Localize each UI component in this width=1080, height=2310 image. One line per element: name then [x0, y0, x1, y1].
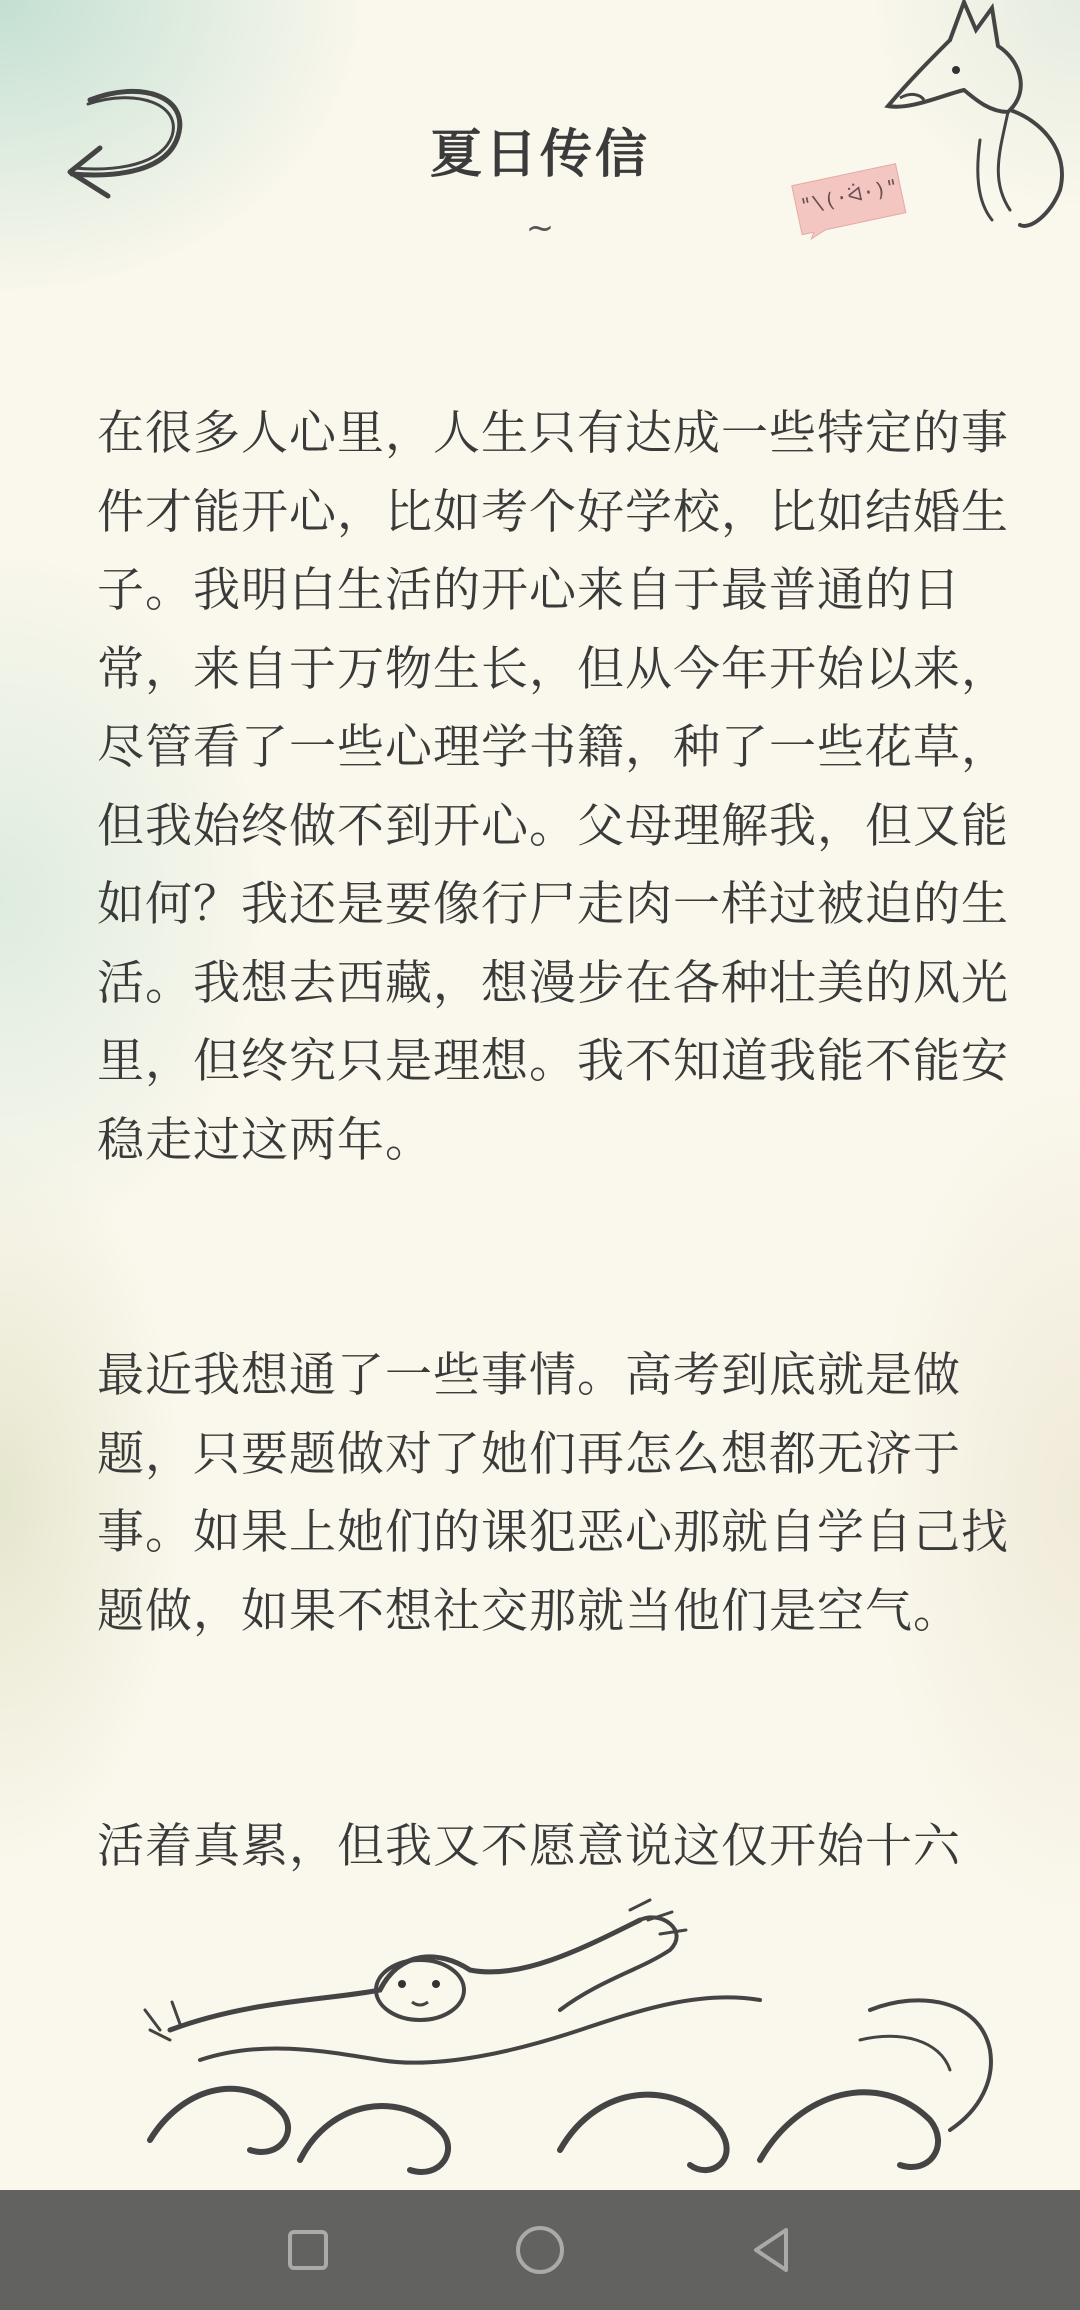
triangle-back-icon	[742, 2220, 802, 2280]
circle-icon	[510, 2220, 570, 2280]
paragraph: 最近我想通了一些事情。高考到底就是做题，只要题做对了她们再怎么想都无济于事。如果上她们的课犯恶心那就自学自己找题做，如果不想社交那就当他们是空气。	[97, 1348, 1009, 1639]
paragraph: 在很多人心里，人生只有达成一些特定的事件才能开心，比如考个好学校，比如结婚生子。我明白生活的开心来自于最普通的日常，来自于万物生长，但从今年开始以来，尽管看了一些心理学书籍，种了一些花草，但我始终做不到开心。父母理解我，但又能如何？我还是要像行尸走肉一样过被迫的生活。我想去西藏，想漫步在各种壮美的风光里，但终究只是理想。我不知道我能不能安稳走过这两年。	[97, 406, 1009, 1168]
paragraph: 活着真累，但我又不愿意说这仅开始十六	[97, 1819, 961, 1874]
system-navigation-bar	[0, 2190, 1080, 2310]
letter-content[interactable]	[97, 395, 1017, 1885]
recent-apps-button[interactable]	[278, 2220, 338, 2280]
otter-waves-illustration	[0, 1890, 1080, 2190]
bubble-emoticon: "\(·ᐛ·)"	[797, 173, 901, 219]
system-back-button[interactable]	[742, 2220, 802, 2280]
title-tilde: ~	[525, 208, 555, 248]
home-button[interactable]	[510, 2220, 570, 2280]
page-title: 夏日传信	[429, 125, 650, 185]
square-icon	[278, 2220, 338, 2280]
